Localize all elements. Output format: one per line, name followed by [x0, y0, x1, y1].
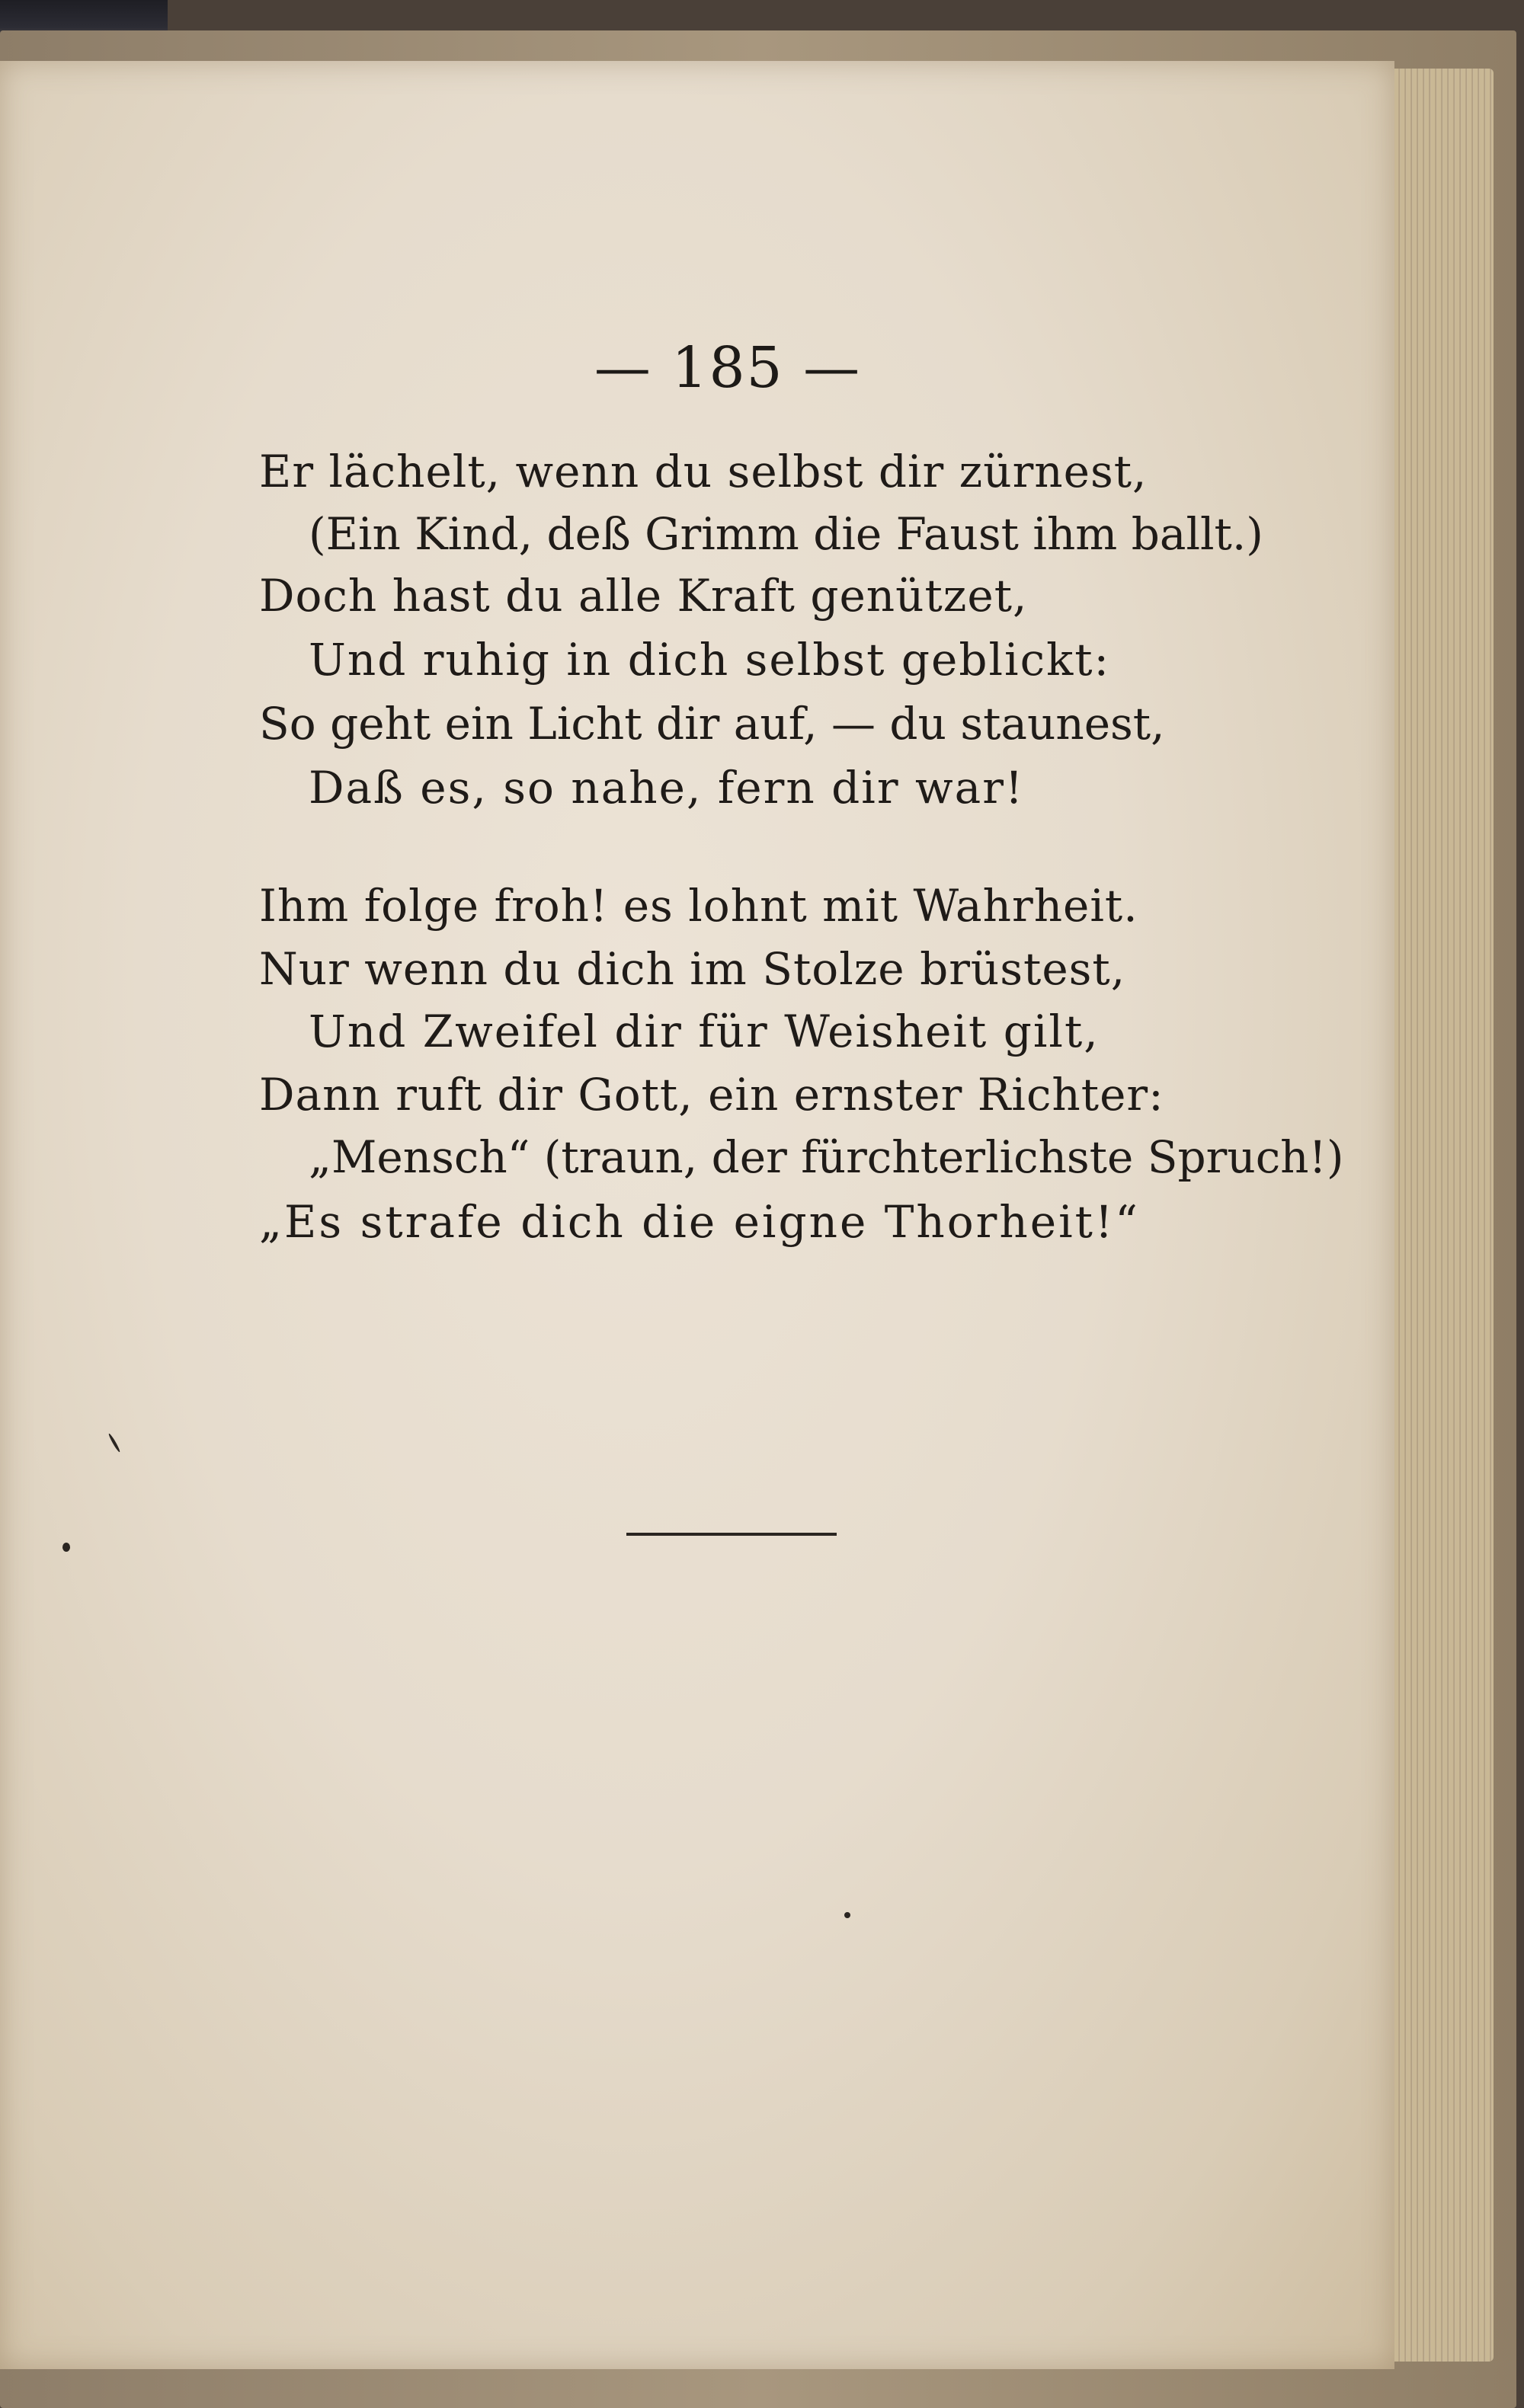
verse-line: (Ein Kind, deß Grimm die Faust ihm ballt.) [309, 508, 1263, 560]
verse-line: So geht ein Licht dir auf, — du staunest, [259, 698, 1165, 750]
verse-line: Daß es, so nahe, fern dir war! [309, 762, 1025, 814]
paper-speck [844, 1912, 850, 1918]
verse-line: Doch hast du alle Kraft genützet, [259, 570, 1028, 622]
verse-line: Und Zweifel dir für Weisheit gilt, [309, 1006, 1100, 1057]
verse-line: Nur wenn du dich im Stolze brüstest, [259, 943, 1126, 995]
verse-line: Ihm folge froh! es lohnt mit Wahrheit. [259, 880, 1138, 932]
paper-speck [107, 1433, 120, 1453]
section-divider-rule [626, 1533, 837, 1536]
page-number: — 185 — [594, 335, 862, 401]
page-sheet [0, 61, 1394, 2369]
verse-line: „Es strafe dich die eigne Thorheit!“ [259, 1196, 1140, 1248]
verse-line: Er lächelt, wenn du selbst dir zürnest, [259, 446, 1148, 497]
verse-line: „Mensch“ (traun, der fürchterlichste Spruch!) [309, 1131, 1344, 1183]
paper-speck [62, 1543, 70, 1552]
verse-line: Dann ruft dir Gott, ein ernster Richter: [259, 1069, 1164, 1121]
verse-line: Und ruhig in dich selbst geblickt: [309, 634, 1111, 686]
